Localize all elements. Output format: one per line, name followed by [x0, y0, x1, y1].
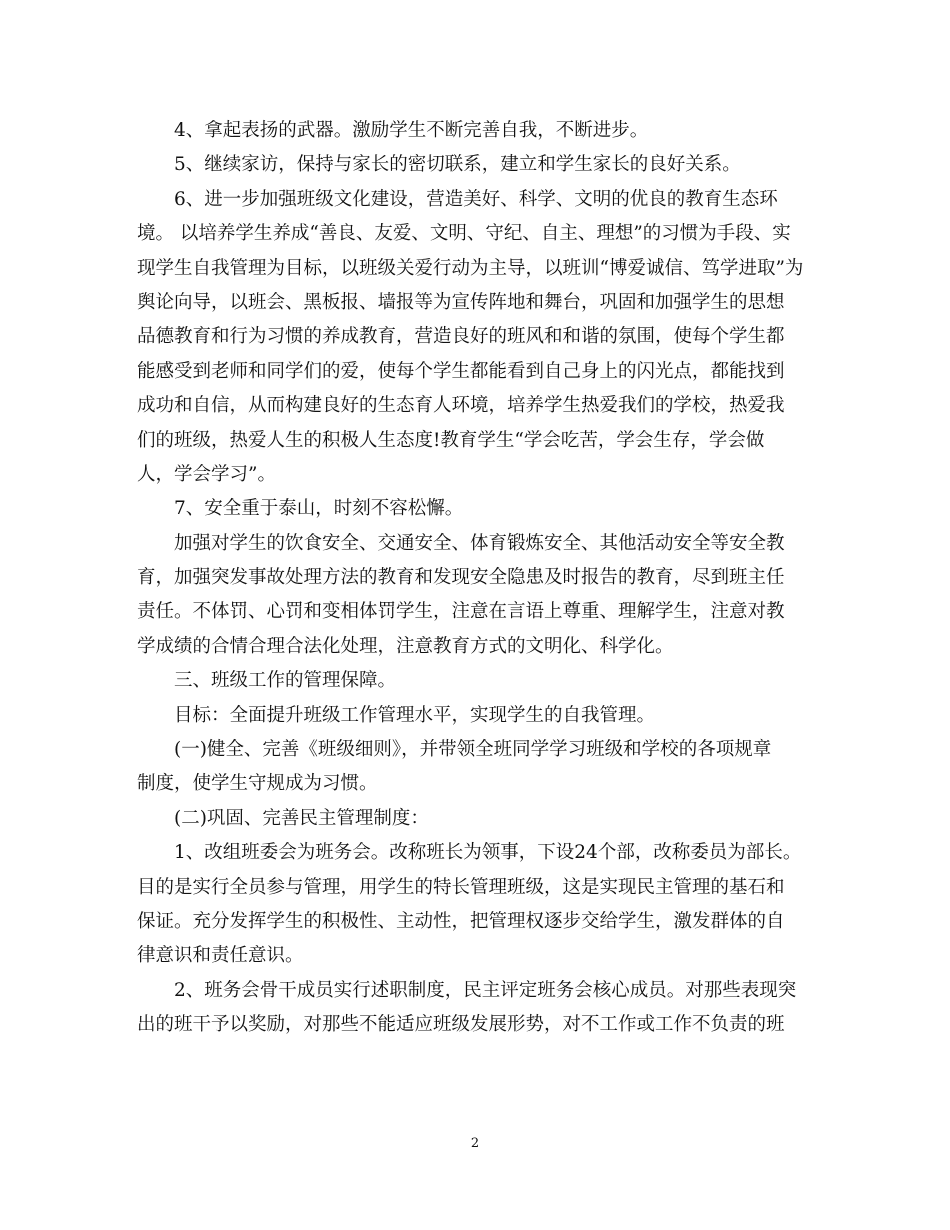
text-line: 能感受到老师和同学们的爱，使每个学生都能看到自己身上的闪光点，都能找到	[137, 360, 785, 382]
text-line: 1、改组班委会为班务会。改称班长为领事，下设24个部，改称委员为部长。	[174, 842, 802, 864]
text-line: 目标：全面提升班级工作管理水平，实现学生的自我管理。	[174, 704, 656, 726]
text-line: 目的是实行全员参与管理，用学生的特长管理班级，这是实现民主管理的基石和	[137, 876, 785, 898]
text-line: (二)巩固、完善民主管理制度：	[174, 807, 429, 829]
text-line: 责任。不体罚、心罚和变相体罚学生，注意在言语上尊重、理解学生，注意对教	[137, 601, 785, 623]
document-body	[137, 114, 813, 1043]
text-line: 6、进一步加强班级文化建设，营造美好、科学、文明的优良的教育生态环	[174, 188, 778, 210]
text-line: 出的班干予以奖励，对那些不能适应班级发展形势，对不工作或工作不负责的班	[137, 1014, 785, 1036]
text-line: 品德教育和行为习惯的养成教育，营造良好的班风和和谐的氛围，使每个学生都	[137, 326, 785, 348]
text-line: 2、班务会骨干成员实行述职制度，民主评定班务会核心成员。对那些表现突	[174, 979, 797, 1001]
text-line: 现学生自我管理为目标，以班级关爱行动为主导，以班训“博爱诚信、笃学进取”为	[137, 257, 804, 279]
text-line: 4、拿起表扬的武器。激励学生不断完善自我，不断进步。	[174, 120, 649, 141]
text-line: 三、班级工作的管理保障。	[174, 670, 397, 692]
text-line: (一)健全、完善《班级细则》，并带领全班同学学习班级和学校的各项规章	[174, 739, 772, 761]
text-line: 7、安全重于泰山，时刻不容松懈。	[174, 498, 464, 520]
text-line: 们的班级，热爱人生的积极人生态度!教育学生“学会吃苦，学会生存，学会做	[137, 429, 765, 451]
text-line: 制度，使学生守规成为习惯。	[137, 773, 378, 795]
text-line: 保证。充分发挥学生的积极性、主动性，把管理权逐步交给学生，激发群体的自	[137, 910, 785, 932]
text-line: 5、继续家访，保持与家长的密切联系，建立和学生家长的良好关系。	[174, 154, 741, 176]
text-line: 人，学会学习”。	[137, 463, 276, 485]
page-number: 2	[470, 1136, 480, 1151]
text-line: 成功和自信，从而构建良好的生态育人环境，培养学生热爱我们的学校，热爱我	[137, 395, 785, 417]
text-line: 境。 以培养学生养成“善良、友爱、文明、守纪、自主、理想”的习惯为手段、实	[137, 223, 791, 245]
text-line: 舆论向导，以班会、黑板报、墙报等为宣传阵地和舞台，巩固和加强学生的思想	[137, 291, 785, 313]
text-line: 律意识和责任意识。	[137, 945, 304, 967]
text-line: 加强对学生的饮食安全、交通安全、体育锻炼安全、其他活动安全等安全教	[174, 532, 785, 554]
text-line: 育，加强突发事故处理方法的教育和发现安全隐患及时报告的教育，尽到班主任	[137, 567, 785, 589]
text-line: 学成绩的合情合理合法化处理，注意教育方式的文明化、科学化。	[137, 635, 674, 657]
